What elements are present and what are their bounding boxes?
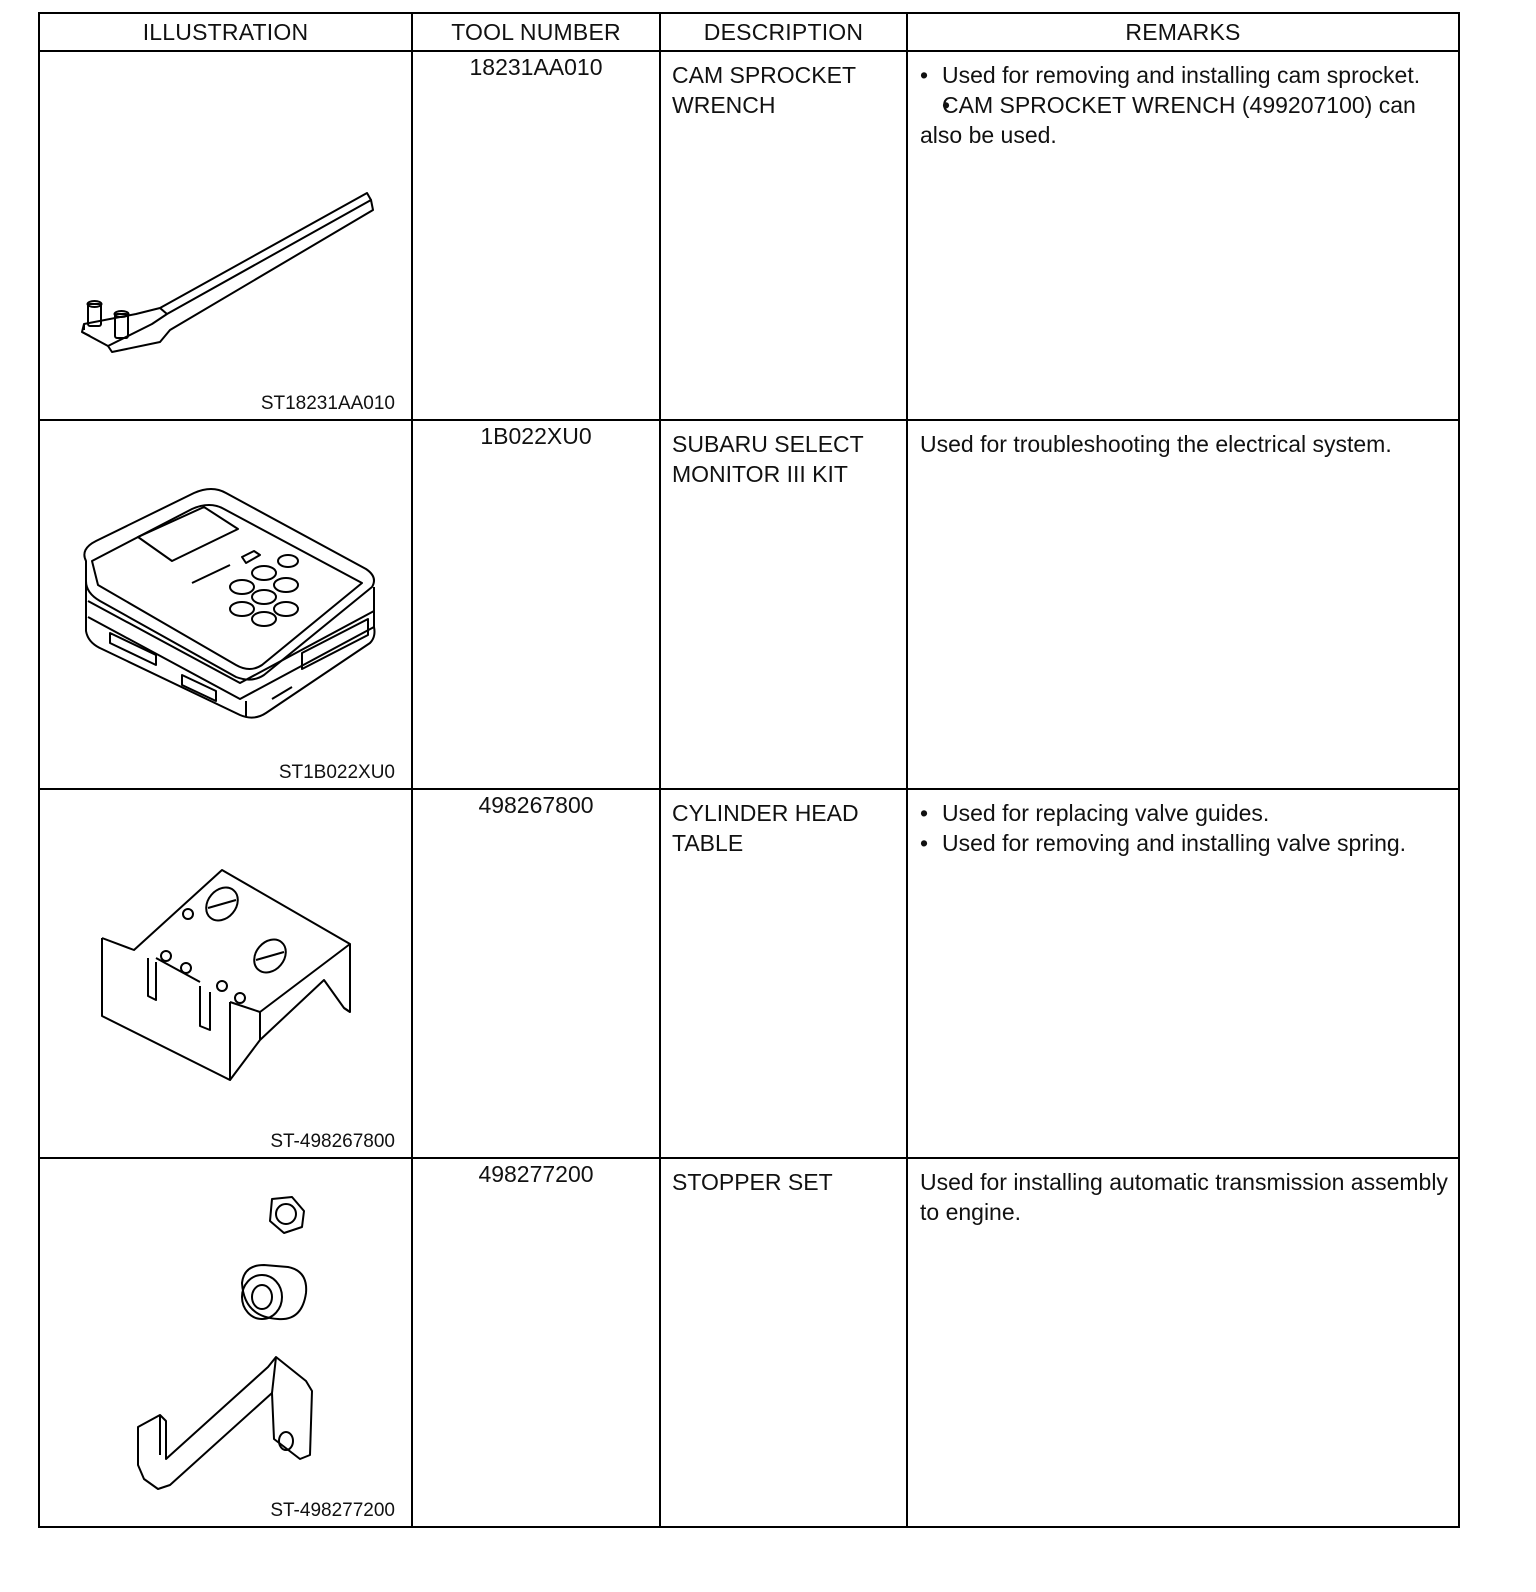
table-row <box>39 1158 1459 1527</box>
illustration-cell <box>39 420 412 789</box>
table-row <box>39 51 1459 420</box>
description-cell: SUBARU SELECT MONITOR III KIT <box>660 420 907 789</box>
illustration-code: ST1B022XU0 <box>278 762 395 783</box>
stopper-set-icon <box>40 1159 413 1518</box>
tool-number-cell: 1B022XU0 <box>412 420 660 789</box>
illustration-code: ST18231AA010 <box>260 393 395 414</box>
description-cell: STOPPER SET <box>660 1158 907 1527</box>
special-tools-table <box>38 12 1460 1528</box>
remark-bullet: • CAM SPROCKET WRENCH (499207100) can also be used. <box>920 90 1448 150</box>
description-cell: CYLINDER HEAD TABLE <box>660 789 907 1158</box>
illustration-cell <box>39 1158 412 1527</box>
header-remarks: REMARKS <box>907 13 1459 51</box>
tool-number-cell: 18231AA010 <box>412 51 660 420</box>
tool-number-cell: 498267800 <box>412 789 660 1158</box>
remarks-cell <box>907 789 1459 1158</box>
header-tool-number: TOOL NUMBER <box>412 13 660 51</box>
tool-number-cell: 498277200 <box>412 1158 660 1527</box>
header-row <box>39 13 1459 51</box>
table-row <box>39 420 1459 789</box>
illustration-cell <box>39 51 412 420</box>
remarks-cell <box>907 51 1459 420</box>
table-row <box>39 789 1459 1158</box>
remark-bullet: • Used for removing and installing cam sprocket. <box>920 60 1448 90</box>
header-illustration: ILLUSTRATION <box>39 13 412 51</box>
cylinder-head-table-icon <box>40 790 413 1149</box>
illustration-code: ST-498277200 <box>270 1500 395 1521</box>
remark-bullet: • Used for removing and installing valve spring. <box>920 828 1448 858</box>
remark-bullet: • Used for replacing valve guides. <box>920 798 1448 828</box>
remarks-cell <box>907 1158 1459 1527</box>
remarks-cell <box>907 420 1459 789</box>
remark-text: Used for troubleshooting the electrical system. <box>920 431 1392 457</box>
illustration-code: ST-498267800 <box>270 1131 395 1152</box>
illustration-cell <box>39 789 412 1158</box>
select-monitor-kit-icon <box>40 421 413 780</box>
description-cell: CAM SPROCKET WRENCH <box>660 51 907 420</box>
header-description: DESCRIPTION <box>660 13 907 51</box>
cam-sprocket-wrench-icon <box>40 52 413 411</box>
remark-text: Used for installing automatic transmission assembly to engine. <box>920 1169 1448 1225</box>
